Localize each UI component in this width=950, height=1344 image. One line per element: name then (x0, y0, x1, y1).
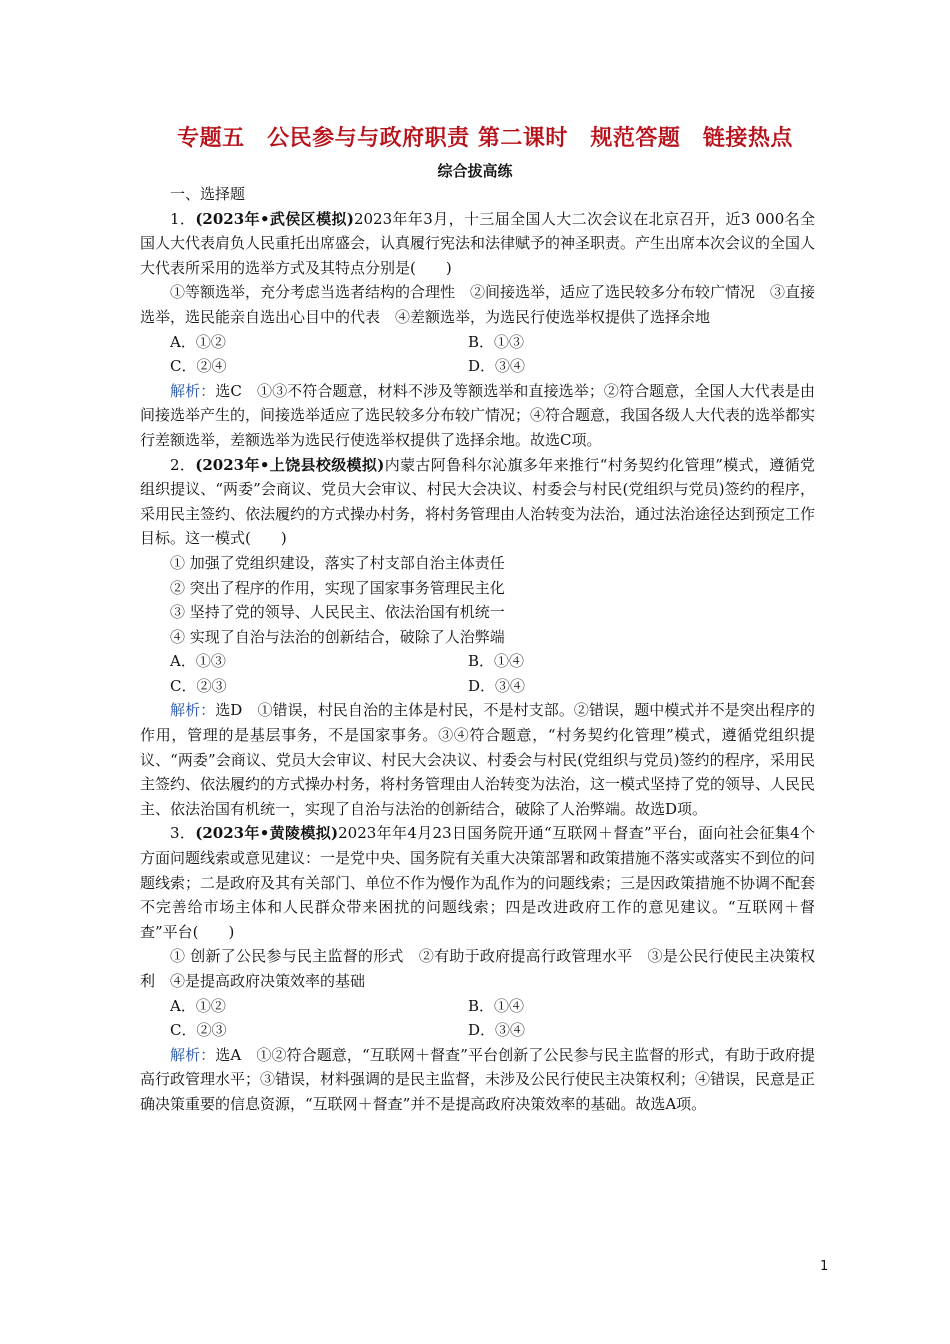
question-1-stem: 1．(2023年•武侯区模拟)2023年年3月，十三届全国人大二次会议在北京召开，近3 000名全国人大代表肩负人民重托出席盛会，认真履行宪法和法律赋予的神圣职责。产生出席本次会议的全国人大代表所采用的选举方式及其特点分别是( ) (140, 209, 816, 277)
question-1-analysis: 解析：选C ①③不符合题意，材料不涉及等额选举和直接选举；②符合题意，全国人大代表是由间接选举产生的，间接选举适应了选民较多分布较广情况；④符合题意，我国各级人大代表的选举都实行差额选举，差额选举为选民行使选举权提供了选择余地。故选C项。 (140, 381, 816, 449)
question-3-analysis: 解析：选A ①②符合题意，“互联网＋督查”平台创新了公民参与民主监督的形式，有助于政府提高行政管理水平；③错误，材料强调的是民主监督，未涉及公民行使民主决策权利；④错误，民意是正确决策重要的信息资源，“互联网＋督查”并不是提高政府决策效率的基础。故选A项。 (140, 1045, 816, 1113)
question-1-options-row1 (140, 330, 815, 355)
option-c: C．②③ (170, 676, 227, 695)
page-number: 1 (820, 1259, 829, 1274)
option-a: A．①② (170, 332, 226, 351)
option-b: B．①④ (468, 652, 525, 671)
option-d: D．③④ (468, 357, 526, 376)
question-3-options-row2 (140, 1018, 815, 1043)
question-source: (2023年•黄陵模拟) (195, 824, 339, 843)
option-a: A．①③ (170, 652, 226, 671)
analysis-label: 解析： (170, 381, 216, 400)
question-2-options-row1 (140, 649, 815, 674)
option-c: C．②③ (170, 1021, 227, 1040)
question-source: (2023年•上饶县校级模拟) (195, 455, 385, 474)
question-2-options-row2 (140, 674, 815, 699)
question-2-statement-3: ③ 坚持了党的领导、人民民主、依法治国有机统一 (170, 603, 505, 622)
question-2-statement-4: ④ 实现了自治与法治的创新结合，破除了人治弊端 (170, 627, 505, 646)
section-heading: 一、选择题 (170, 185, 246, 203)
option-d: D．③④ (468, 676, 526, 695)
page-subtitle: 综合拔高练 (437, 162, 513, 180)
question-2-statement-1: ① 加强了党组织建设，落实了村支部自治主体责任 (170, 553, 505, 572)
page-title: 专题五 公民参与与政府职责 第二课时 规范答题 链接热点 (177, 126, 793, 151)
content-body (140, 182, 815, 1117)
question-3-statements: ① 创新了公民参与民主监督的形式 ②有助于政府提高行政管理水平 ③是公民行使民主决策权利 ④是提高政府决策效率的基础 (140, 947, 815, 990)
question-2-statement-2: ② 突出了程序的作用，实现了国家事务管理民主化 (170, 578, 505, 597)
analysis-label: 解析： (170, 701, 216, 720)
question-3-stem: 3．(2023年•黄陵模拟)2023年年4月23日国务院开通“互联网＋督查”平台，面向社会征集4个方面问题线索或意见建议：一是党中央、国务院有关重大决策部署和政策措施不落实或落实不到位的问题线索；二是政府及其有关部门、单位不作为慢作为乱作为的问题线索；三是因政策措施不协调不配套不完善给市场主体和人民群众带来困扰的问题线索；四是改进政府工作的意见建议。“互联网＋督查”平台( ) (140, 824, 816, 941)
question-1-options-row2 (140, 354, 815, 379)
option-b: B．①③ (468, 332, 525, 351)
analysis-label: 解析： (170, 1045, 216, 1064)
question-2-stem: 2．(2023年•上饶县校级模拟)内蒙古阿鲁科尔沁旗多年来推行“村务契约化管理”模式，遵循党组织提议、“两委”会商议、党员大会审议、村民大会决议、村委会与村民(党组织与党员)签约的程序，采用民主签约、依法履约的方式操办村务，将村务管理由人治转变为法治，通过法治途径达到预定工作目标。这一模式( ) (140, 455, 816, 548)
question-3-options-row1 (140, 994, 815, 1019)
option-a: A．①② (170, 996, 226, 1015)
question-source: (2023年•武侯区模拟) (195, 209, 354, 228)
question-2-analysis: 解析：选D ①错误，村民自治的主体是村民，不是村支部。②错误，题中模式并不是突出程序的作用，管理的是基层事务，不是国家事务。③④符合题意，“村务契约化管理”模式，遵循党组织提议、“两委”会商议、党员大会审议、村民大会决议、村委会与村民(党组织与党员)签约的程序，采用民主签约、依法履约的方式操办村务，将村务管理由人治转变为法治，这一模式坚持了党的领导、人民民主、依法治国有机统一，实现了自治与法治的创新结合，破除了人治弊端。故选D项。 (140, 701, 816, 818)
option-d: D．③④ (468, 1021, 526, 1040)
option-c: C．②④ (170, 357, 227, 376)
option-b: B．①④ (468, 996, 525, 1015)
question-1-statements: ①等额选举，充分考虑当选者结构的合理性 ②间接选举，适应了选民较多分布较广情况 ③直接选举，选民能亲自选出心目中的代表 ④差额选举，为选民行使选举权提供了选择余地 (140, 283, 816, 326)
